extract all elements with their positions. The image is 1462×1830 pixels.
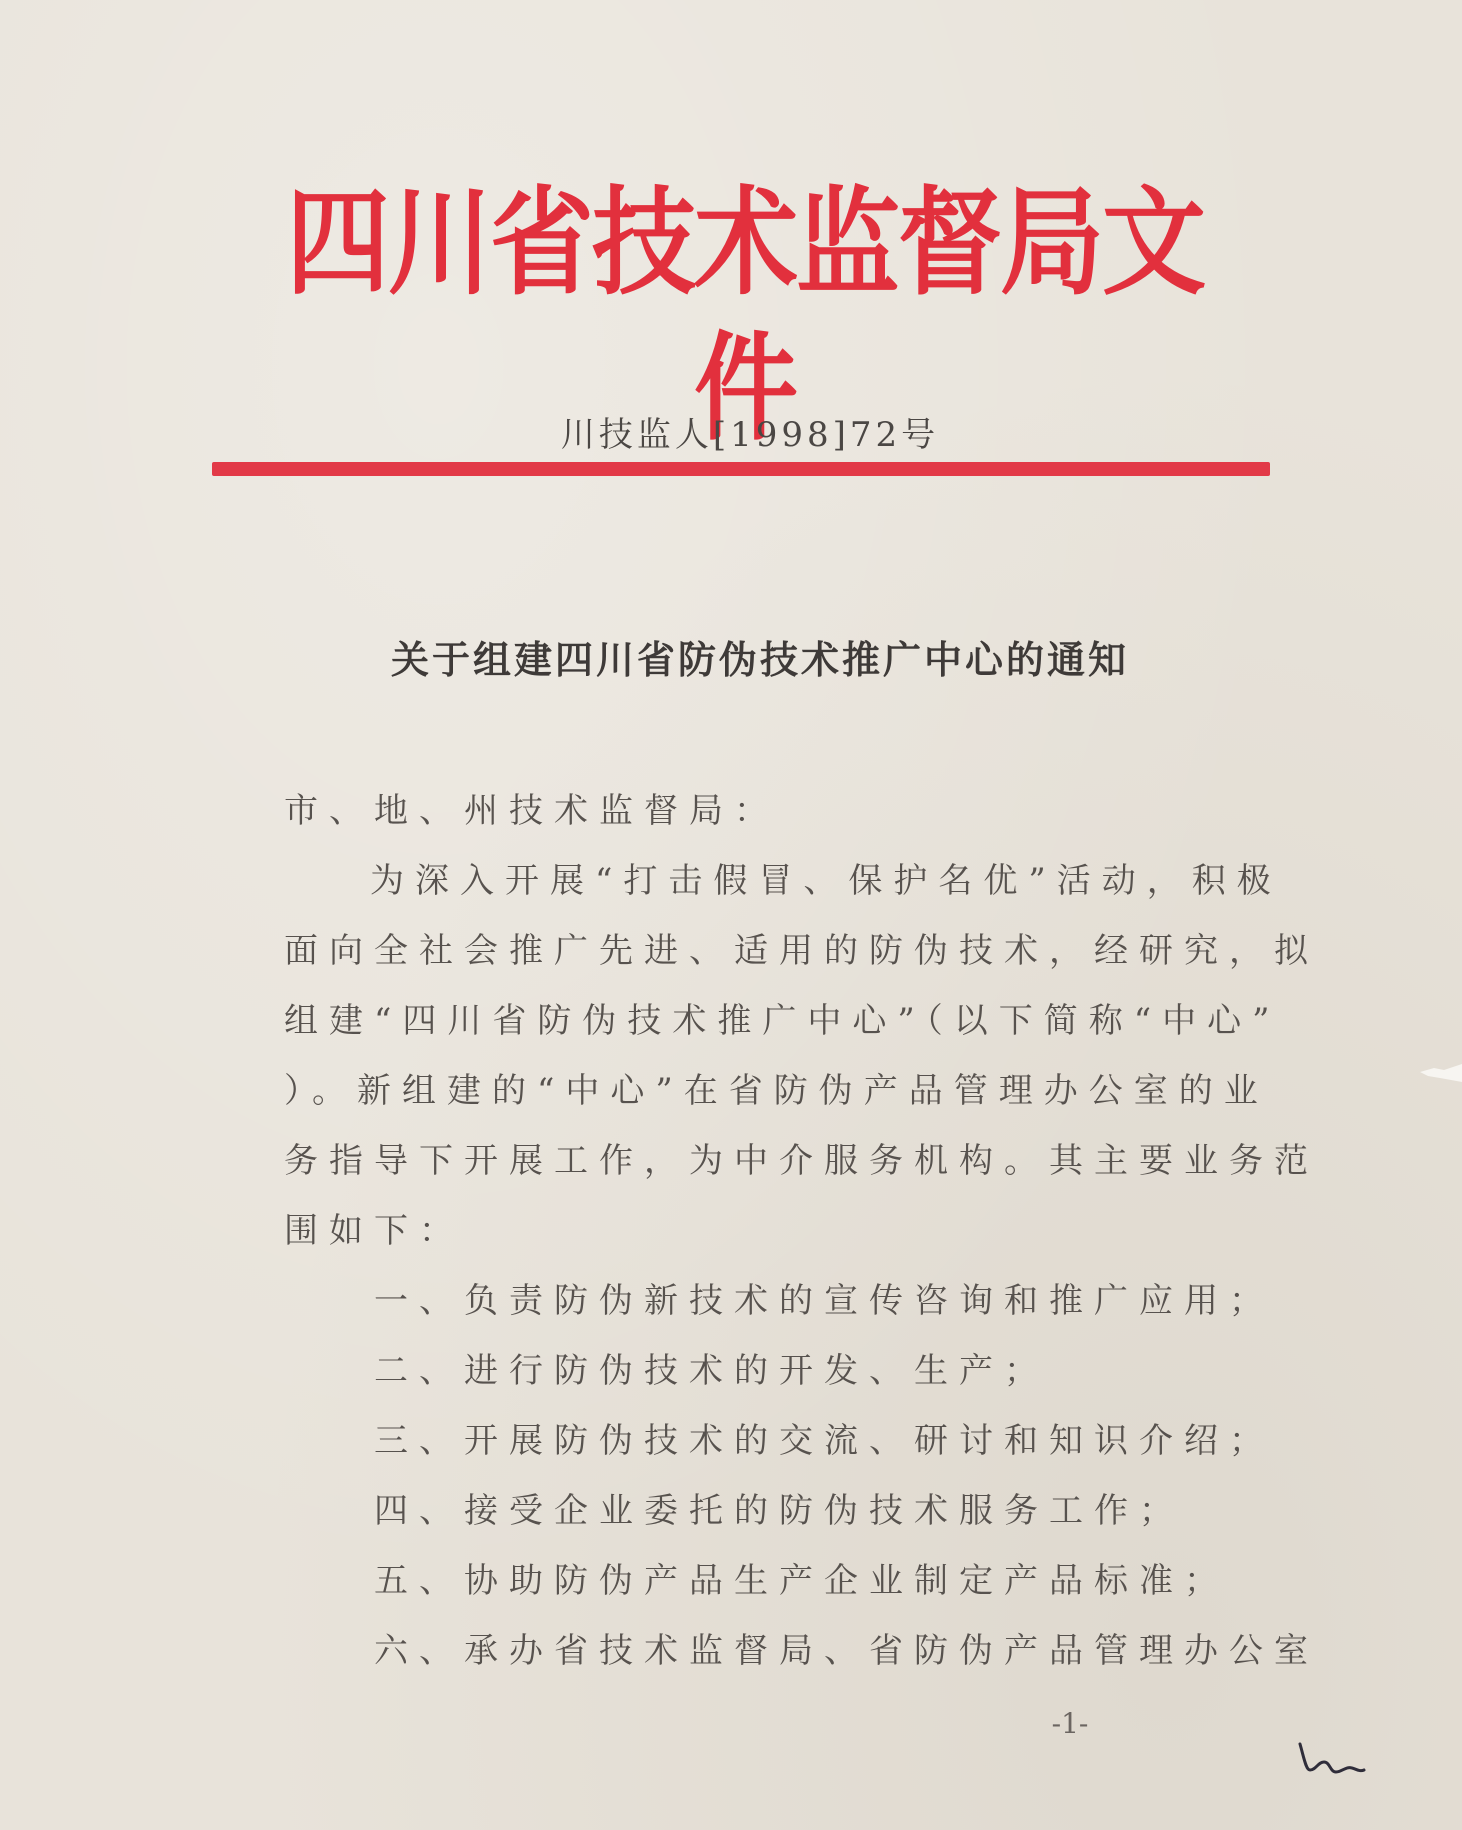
paragraph-line: 组建“四川省防伪技术推广中心”（以下简称“中心” <box>284 1001 1281 1041</box>
list-item: 六、承办省技术监督局、省防伪产品管理办公室 <box>374 1631 1319 1671</box>
list-item: 四、接受企业委托的防伪技术服务工作； <box>374 1491 1184 1531</box>
paragraph-line: 面向全社会推广先进、适用的防伪技术，经研究，拟 <box>284 931 1319 971</box>
document-number: 川技监人[1998]72号 <box>560 415 940 455</box>
paper-tear-icon <box>1420 1064 1462 1082</box>
salutation: 市、地、州技术监督局： <box>284 791 779 831</box>
list-item: 五、协助防伪产品生产企业制定产品标准； <box>374 1561 1229 1601</box>
list-item: 三、开展防伪技术的交流、研讨和知识介绍； <box>374 1421 1274 1461</box>
paragraph-line: ）。新组建的“中心”在省防伪产品管理办公室的业 <box>284 1071 1269 1111</box>
paragraph-line: 务指导下开展工作，为中介服务机构。其主要业务范 <box>284 1141 1319 1181</box>
paragraph-line: 为深入开展“打击假冒、保护名优”活动，积极 <box>370 861 1282 901</box>
handwritten-mark-icon <box>1296 1740 1368 1780</box>
red-divider-rule <box>212 462 1270 476</box>
paragraph-line: 围如下： <box>284 1211 464 1251</box>
list-item: 一、负责防伪新技术的宣传咨询和推广应用； <box>374 1281 1274 1321</box>
notice-title: 关于组建四川省防伪技术推广中心的通知 <box>390 638 1129 682</box>
page-number: -1- <box>1051 1707 1089 1740</box>
list-item: 二、进行防伪技术的开发、生产； <box>374 1351 1049 1391</box>
letterhead-title: 四川省技术监督局文件 <box>285 174 1204 457</box>
